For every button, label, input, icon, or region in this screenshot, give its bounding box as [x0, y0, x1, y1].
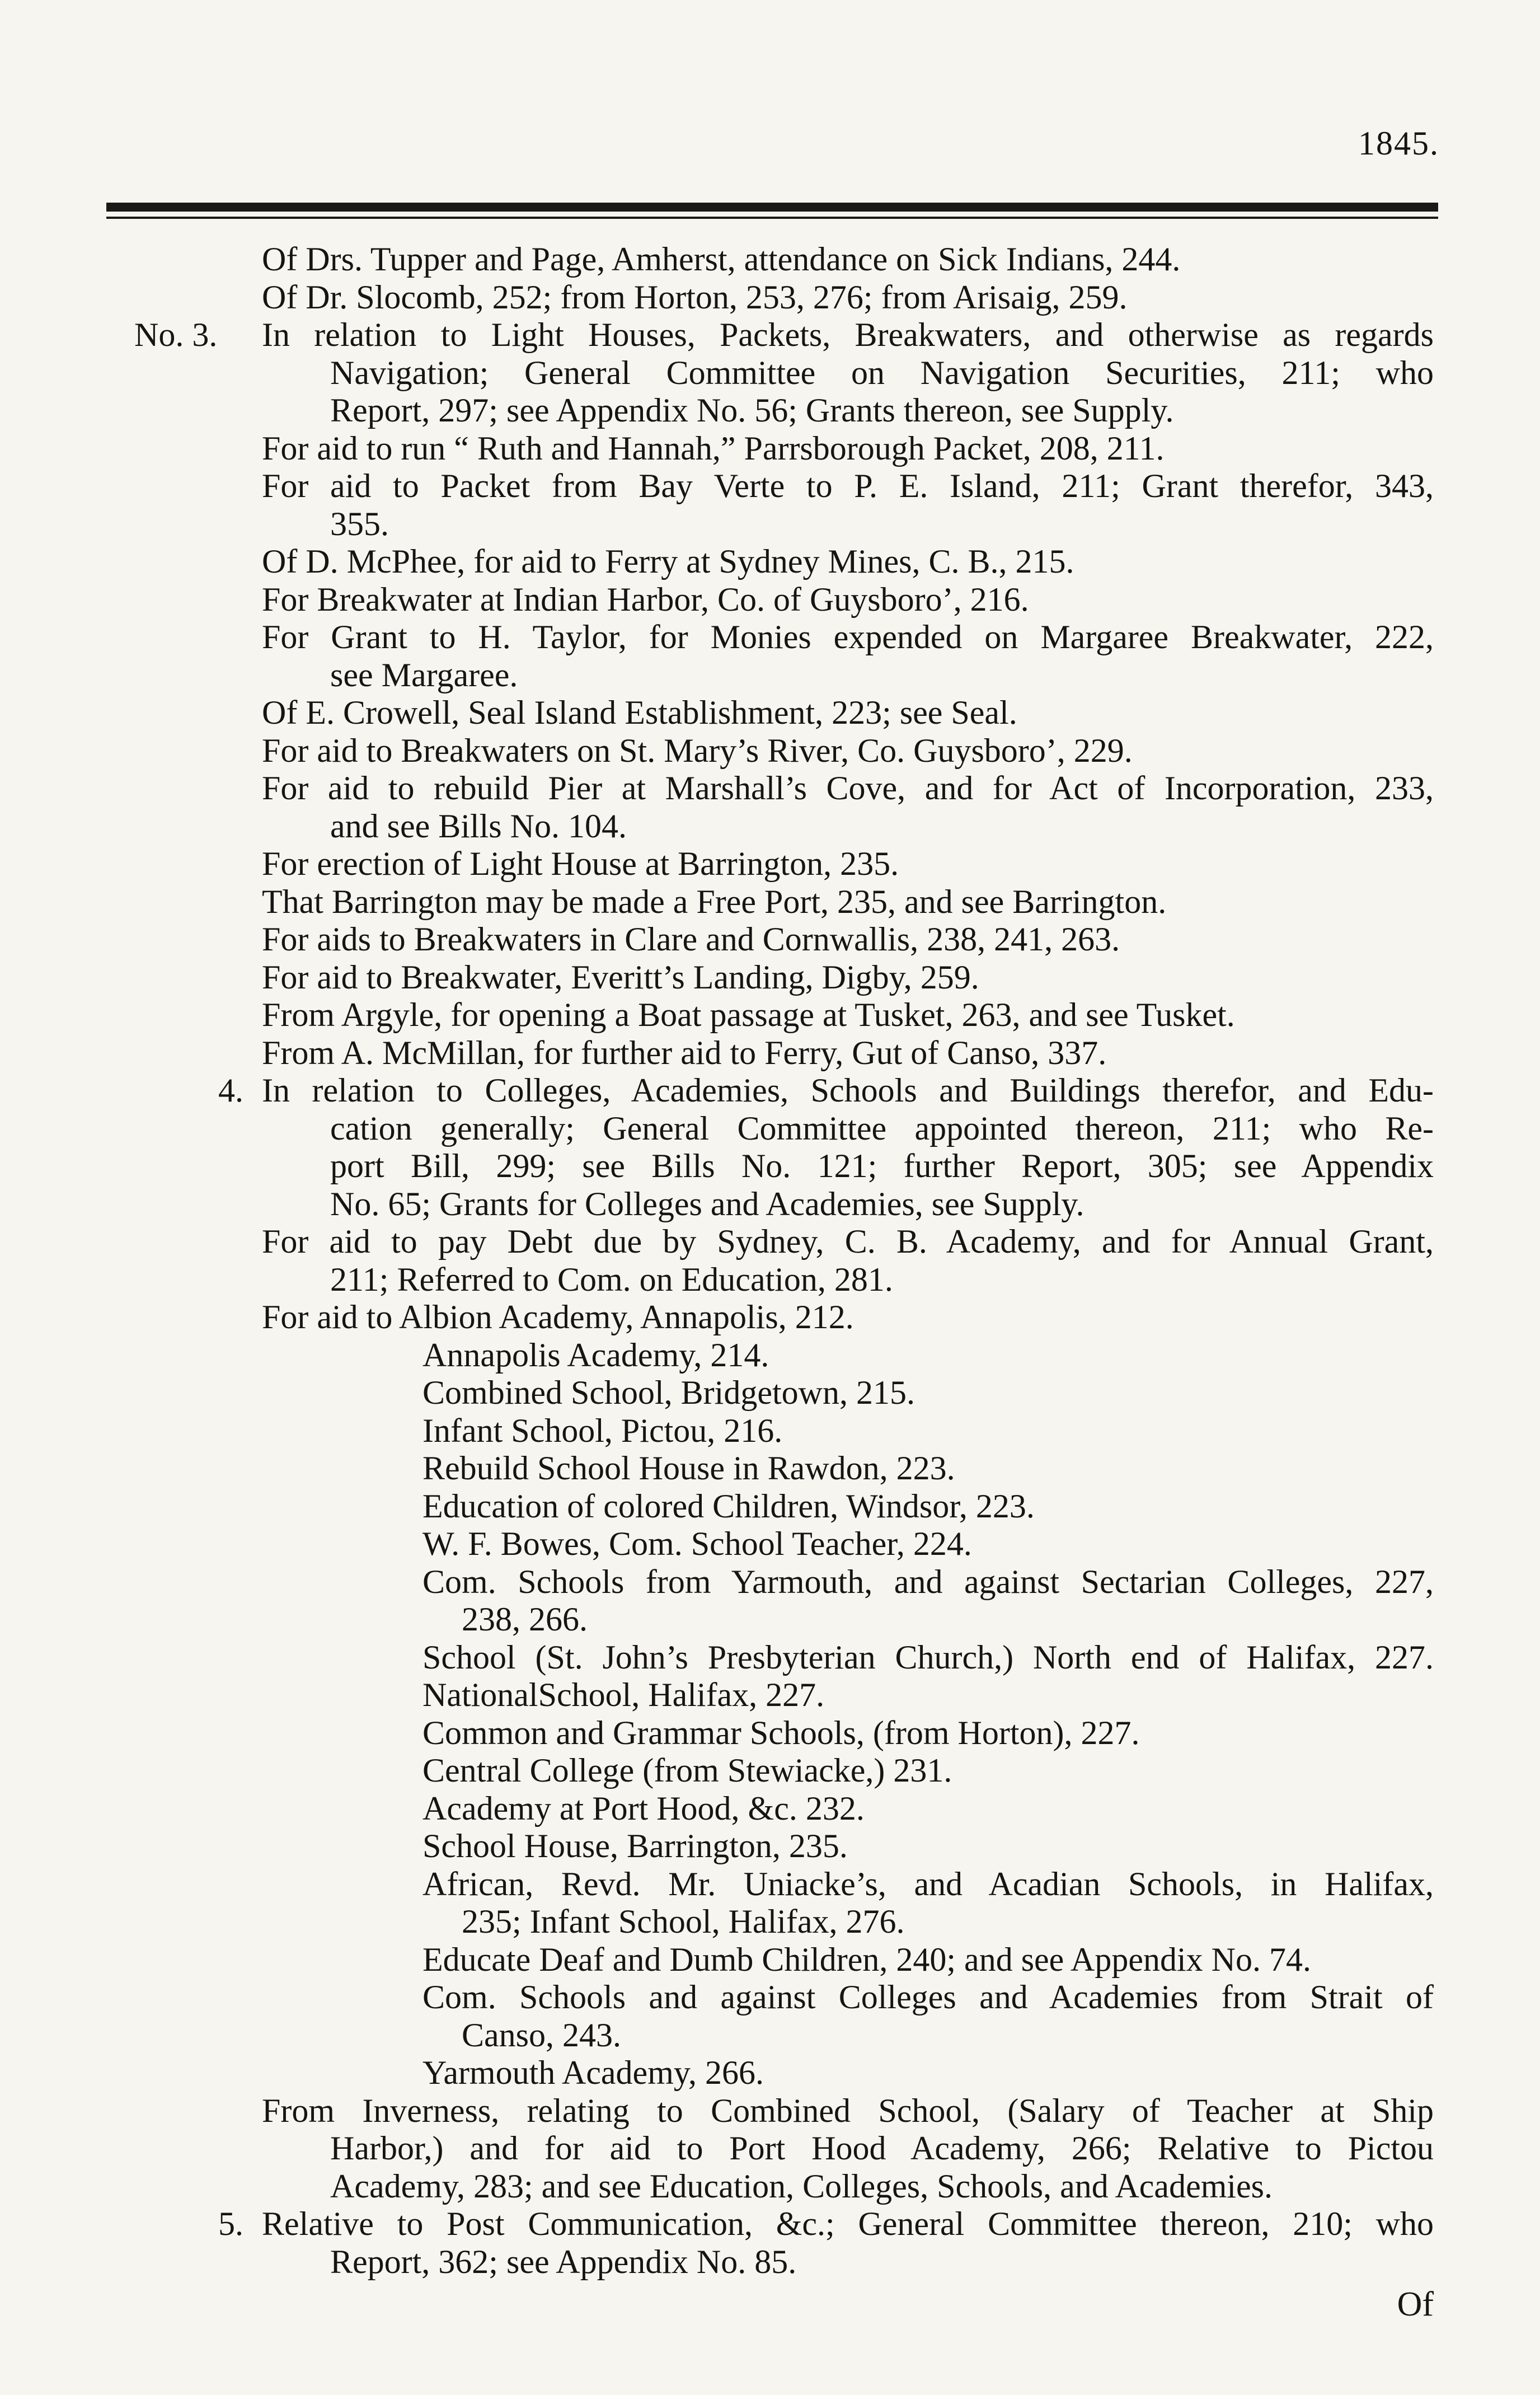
- header-rule-thick: [106, 203, 1438, 212]
- entry-text: 235; Infant School, Halifax, 276.: [462, 1903, 905, 1940]
- index-line: [0, 392, 1540, 430]
- entry-text: Of E. Crowell, Seal Island Establishment, 223; see Seal.: [262, 694, 1017, 731]
- entry-text: Infant School, Pictou, 216.: [422, 1412, 783, 1449]
- entry-text: For aids to Breakwaters in Clare and Cornwallis, 238, 241, 263.: [262, 921, 1120, 958]
- entry-text: Of D. McPhee, for aid to Ferry at Sydney Mines, C. B., 215.: [262, 543, 1074, 580]
- entry-text: Education of colored Children, Windsor, 223.: [422, 1487, 1035, 1525]
- entry-text: In relation to Light Houses, Packets, Breakwaters, and otherwise as regards: [262, 316, 1434, 353]
- index-line: [0, 354, 1540, 392]
- index-line: [0, 2017, 1540, 2055]
- entry-text: Of Drs. Tupper and Page, Amherst, attendance on Sick Indians, 244.: [262, 241, 1181, 278]
- index-line: [0, 1261, 1540, 1299]
- index-line: [0, 808, 1540, 846]
- entry-text: Rebuild School House in Rawdon, 223.: [422, 1450, 955, 1487]
- index-line: [0, 1941, 1540, 1979]
- entry-text: From A. McMillan, for further aid to Ferry, Gut of Canso, 337.: [262, 1034, 1107, 1071]
- entry-text: NationalSchool, Halifax, 227.: [422, 1676, 825, 1713]
- index-line: [0, 996, 1540, 1034]
- index-line: [0, 1299, 1540, 1337]
- entry-text: Report, 297; see Appendix No. 56; Grants thereon, see Supply.: [330, 392, 1174, 429]
- entry-text: Report, 362; see Appendix No. 85.: [330, 2243, 797, 2280]
- index-line: [0, 1147, 1540, 1185]
- entry-text: Yarmouth Academy, 266.: [422, 2054, 764, 2091]
- entry-text: Central College (from Stewiacke,) 231.: [422, 1752, 952, 1789]
- index-line: [0, 845, 1540, 883]
- entry-text: From Argyle, for opening a Boat passage at Tusket, 263, and see Tusket.: [262, 996, 1235, 1033]
- entry-text: For aid to Albion Academy, Annapolis, 212.: [262, 1299, 854, 1335]
- index-line: [0, 1866, 1540, 1904]
- entry-text: African, Revd. Mr. Uniacke’s, and Acadian Schools, in Halifax,: [422, 1865, 1434, 1902]
- index-line: [0, 1034, 1540, 1072]
- entry-text: W. F. Bowes, Com. School Teacher, 224.: [422, 1525, 972, 1562]
- entry-text: No. 65; Grants for Colleges and Academies, see Supply.: [330, 1185, 1084, 1222]
- entry-text: For aid to Breakwater, Everitt’s Landing, Digby, 259.: [262, 958, 979, 996]
- index-line: [0, 467, 1540, 505]
- section-number: No. 3.: [134, 316, 218, 353]
- index-line: [0, 657, 1540, 695]
- entry-text: and see Bills No. 104.: [330, 807, 627, 845]
- entry-text: cation generally; General Committee appointed thereon, 211; who Re-: [330, 1109, 1434, 1147]
- section-number: 5.: [218, 2205, 243, 2242]
- index-body: [0, 241, 1540, 2281]
- entry-text: For Breakwater at Indian Harbor, Co. of Guysboro’, 216.: [262, 580, 1029, 618]
- entry-text: For aid to Breakwaters on St. Mary’s River, Co. Guysboro’, 229.: [262, 732, 1133, 769]
- index-line: [0, 2054, 1540, 2092]
- entry-text: 211; Referred to Com. on Education, 281.: [330, 1260, 893, 1298]
- entry-text: In relation to Colleges, Academies, Schools and Buildings therefor, and Edu-: [262, 1072, 1434, 1109]
- index-line: [0, 1412, 1540, 1450]
- entry-text: Combined School, Bridgetown, 215.: [422, 1374, 915, 1411]
- index-line: [0, 1525, 1540, 1563]
- index-line: [0, 1827, 1540, 1866]
- index-line: [0, 2092, 1540, 2130]
- entry-text: Educate Deaf and Dumb Children, 240; and see Appendix No. 74.: [422, 1941, 1311, 1978]
- entry-text: see Margaree.: [330, 656, 518, 693]
- entry-text: 238, 266.: [462, 1601, 588, 1638]
- index-line: [0, 883, 1540, 921]
- entry-text: Relative to Post Communication, &c.; General Committee thereon, 210; who: [262, 2205, 1434, 2242]
- index-line: [0, 581, 1540, 619]
- index-line: [0, 543, 1540, 581]
- entry-text: For aid to run “ Ruth and Hannah,” Parrsborough Packet, 208, 211.: [262, 429, 1165, 467]
- header-rule-thin: [106, 217, 1438, 219]
- index-line: [0, 1790, 1540, 1828]
- index-line: [0, 770, 1540, 808]
- index-line: [0, 279, 1540, 317]
- index-line: [0, 921, 1540, 959]
- index-line: [0, 694, 1540, 732]
- index-line: [0, 1601, 1540, 1639]
- index-line: [0, 1752, 1540, 1790]
- entry-text: Canso, 243.: [462, 2016, 621, 2054]
- entry-text: Harbor,) and for aid to Port Hood Academy, 266; Relative to Pictou: [330, 2130, 1434, 2167]
- index-line: [0, 316, 1540, 354]
- entry-text: Annapolis Academy, 214.: [422, 1336, 769, 1374]
- index-line: [0, 1488, 1540, 1526]
- entry-text: From Inverness, relating to Combined School, (Salary of Teacher at Ship: [262, 2092, 1434, 2129]
- index-line: [0, 1185, 1540, 1224]
- index-line: [0, 1110, 1540, 1148]
- entry-text: Of Dr. Slocomb, 252; from Horton, 253, 276; from Arisaig, 259.: [262, 278, 1128, 316]
- catchword: Of: [1397, 2285, 1434, 2323]
- entry-text: port Bill, 299; see Bills No. 121; further Report, 305; see Appendix: [330, 1147, 1434, 1184]
- entry-text: For aid to pay Debt due by Sydney, C. B. Academy, and for Annual Grant,: [262, 1223, 1434, 1260]
- index-line: [0, 1072, 1540, 1110]
- entry-text: Academy, 283; and see Education, Colleges, Schools, and Academies.: [330, 2167, 1273, 2205]
- index-line: [0, 1374, 1540, 1412]
- entry-text: That Barrington may be made a Free Port, 235, and see Barrington.: [262, 883, 1167, 920]
- entry-text: School (St. John’s Presbyterian Church,) North end of Halifax, 227.: [422, 1638, 1434, 1676]
- entry-text: Com. Schools from Yarmouth, and against Sectarian Colleges, 227,: [422, 1563, 1434, 1600]
- entry-text: For aid to rebuild Pier at Marshall’s Cove, and for Act of Incorporation, 233,: [262, 770, 1434, 807]
- index-line: [0, 1337, 1540, 1375]
- entry-text: 355.: [330, 505, 389, 542]
- entry-text: Com. Schools and against Colleges and Academies from Strait of: [422, 1979, 1434, 2016]
- entry-text: Common and Grammar Schools, (from Horton), 227.: [422, 1714, 1140, 1751]
- entry-text: Navigation; General Committee on Navigation Securities, 211; who: [330, 354, 1434, 391]
- index-line: [0, 732, 1540, 770]
- index-line: [0, 1714, 1540, 1752]
- index-line: [0, 1450, 1540, 1488]
- index-line: [0, 959, 1540, 997]
- index-line: [0, 1676, 1540, 1714]
- index-line: [0, 1223, 1540, 1261]
- index-line: [0, 241, 1540, 279]
- index-line: [0, 618, 1540, 657]
- entry-text: For Grant to H. Taylor, for Monies expended on Margaree Breakwater, 222,: [262, 618, 1434, 655]
- entry-text: For aid to Packet from Bay Verte to P. E. Island, 211; Grant therefor, 343,: [262, 467, 1434, 504]
- entry-text: School House, Barrington, 235.: [422, 1827, 848, 1864]
- index-line: [0, 2243, 1540, 2281]
- index-line: [0, 1903, 1540, 1941]
- index-line: [0, 430, 1540, 468]
- index-line: [0, 505, 1540, 543]
- section-number: 4.: [218, 1072, 243, 1109]
- entry-text: For erection of Light House at Barrington, 235.: [262, 845, 899, 882]
- page-year: 1845.: [1358, 125, 1439, 162]
- entry-text: Academy at Port Hood, &c. 232.: [422, 1789, 865, 1827]
- index-line: [0, 2130, 1540, 2168]
- index-line: [0, 2205, 1540, 2243]
- index-line: [0, 2168, 1540, 2206]
- index-line: [0, 1639, 1540, 1677]
- index-line: [0, 1563, 1540, 1601]
- index-line: [0, 1979, 1540, 2017]
